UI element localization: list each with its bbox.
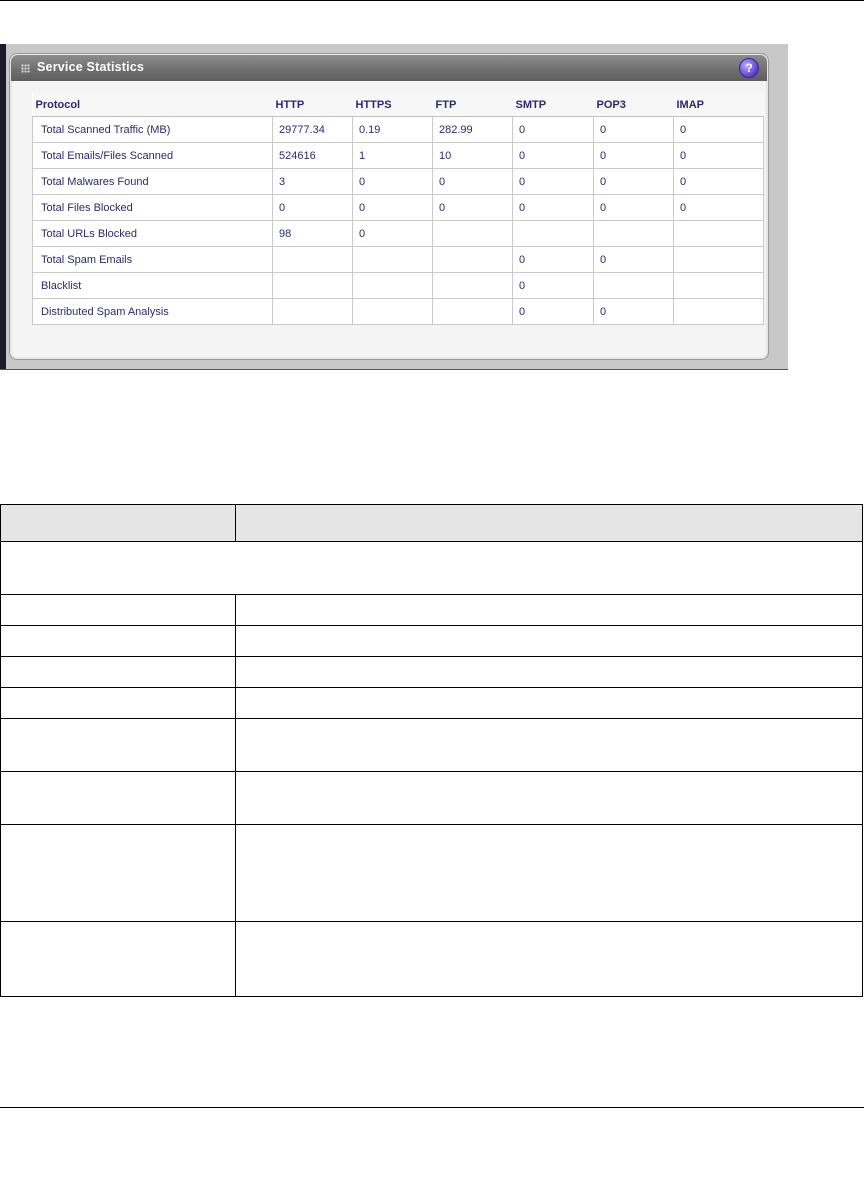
table-row [33,195,764,221]
table-cell: 0 [674,169,764,195]
column-header: FTP [433,93,513,117]
setting-cell [1,719,236,772]
service-statistics-table [32,93,764,325]
table-cell [674,273,764,299]
table-cell: 0 [513,299,594,325]
bottom-rule [0,1107,864,1108]
row-label: Total Files Blocked [33,195,273,221]
table-cell: 0 [594,117,674,143]
description-row [1,595,863,626]
description-row [1,825,863,922]
description-table-header [1,505,863,542]
table-row [33,169,764,195]
table-cell: 524616 [273,143,353,169]
table-cell: 0 [674,195,764,221]
description-row [1,626,863,657]
table-row [33,143,764,169]
header-cell [236,505,863,542]
column-header: HTTP [273,93,353,117]
table-cell [353,273,433,299]
table-cell: 0 [513,247,594,273]
table-cell: 10 [433,143,513,169]
table-cell [674,221,764,247]
table-cell: 0 [594,299,674,325]
row-label: Total Emails/Files Scanned [33,143,273,169]
table-cell: 98 [273,221,353,247]
table-cell [433,247,513,273]
table-cell: 0 [674,143,764,169]
table-cell: 0 [513,169,594,195]
table-cell [273,273,353,299]
table-cell: 0 [594,247,674,273]
table-row [33,273,764,299]
top-rule [0,0,864,1]
column-header: POP3 [594,93,674,117]
table-cell: 0.19 [353,117,433,143]
table-cell [594,273,674,299]
table-cell [433,221,513,247]
description-row [1,922,863,997]
description-row [1,657,863,688]
table-cell [433,299,513,325]
column-header: HTTPS [353,93,433,117]
table-row [33,221,764,247]
table-cell: 0 [594,143,674,169]
column-header: Protocol [33,93,273,117]
setting-cell [1,626,236,657]
table-cell: 0 [513,143,594,169]
setting-cell [1,922,236,997]
description-section-row [1,542,863,595]
setting-cell [1,688,236,719]
description-row [1,688,863,719]
table-cell: 0 [513,117,594,143]
description-cell [236,719,863,772]
table-cell [594,221,674,247]
description-cell [236,688,863,719]
description-cell [236,626,863,657]
table-cell: 0 [674,117,764,143]
setting-cell [1,825,236,922]
table-cell: 0 [353,195,433,221]
row-label: Total Scanned Traffic (MB) [33,117,273,143]
header-cell [1,505,236,542]
row-label: Blacklist [33,273,273,299]
table-cell: 0 [594,169,674,195]
setting-cell [1,657,236,688]
table-cell: 0 [513,273,594,299]
table-cell [513,221,594,247]
table-cell [674,299,764,325]
table-row [33,117,764,143]
table-cell [433,273,513,299]
description-cell [236,657,863,688]
row-label: Total Spam Emails [33,247,273,273]
table-cell: 1 [353,143,433,169]
setting-cell [1,595,236,626]
row-label: Total URLs Blocked [33,221,273,247]
description-row [1,772,863,825]
table-row [33,247,764,273]
description-cell [236,772,863,825]
table-cell [674,247,764,273]
help-icon[interactable]: ? [739,58,759,78]
description-table [0,504,863,997]
table-header-row [33,93,764,117]
table-cell: 0 [594,195,674,221]
table-cell: 29777.34 [273,117,353,143]
table-cell: 0 [433,195,513,221]
row-label: Distributed Spam Analysis [33,299,273,325]
frame-edge [0,44,6,369]
service-statistics-panel [9,53,769,360]
table-cell: 0 [273,195,353,221]
description-cell [236,595,863,626]
table-cell: 0 [353,221,433,247]
column-header: IMAP [674,93,764,117]
table-cell: 0 [353,169,433,195]
table-cell [273,299,353,325]
panel-title: Service Statistics [37,60,145,74]
table-cell [353,247,433,273]
description-cell [236,825,863,922]
description-cell [236,922,863,997]
table-cell: 282.99 [433,117,513,143]
description-row [1,719,863,772]
table-cell [273,247,353,273]
table-cell: 3 [273,169,353,195]
table-row [33,299,764,325]
row-label: Total Malwares Found [33,169,273,195]
table-cell [353,299,433,325]
column-header: SMTP [513,93,594,117]
setting-cell [1,772,236,825]
section-cell [1,542,863,595]
grip-dots-icon[interactable] [21,64,30,73]
table-cell: 0 [513,195,594,221]
screenshot-frame [0,44,788,370]
panel-header [11,55,767,81]
table-cell: 0 [433,169,513,195]
